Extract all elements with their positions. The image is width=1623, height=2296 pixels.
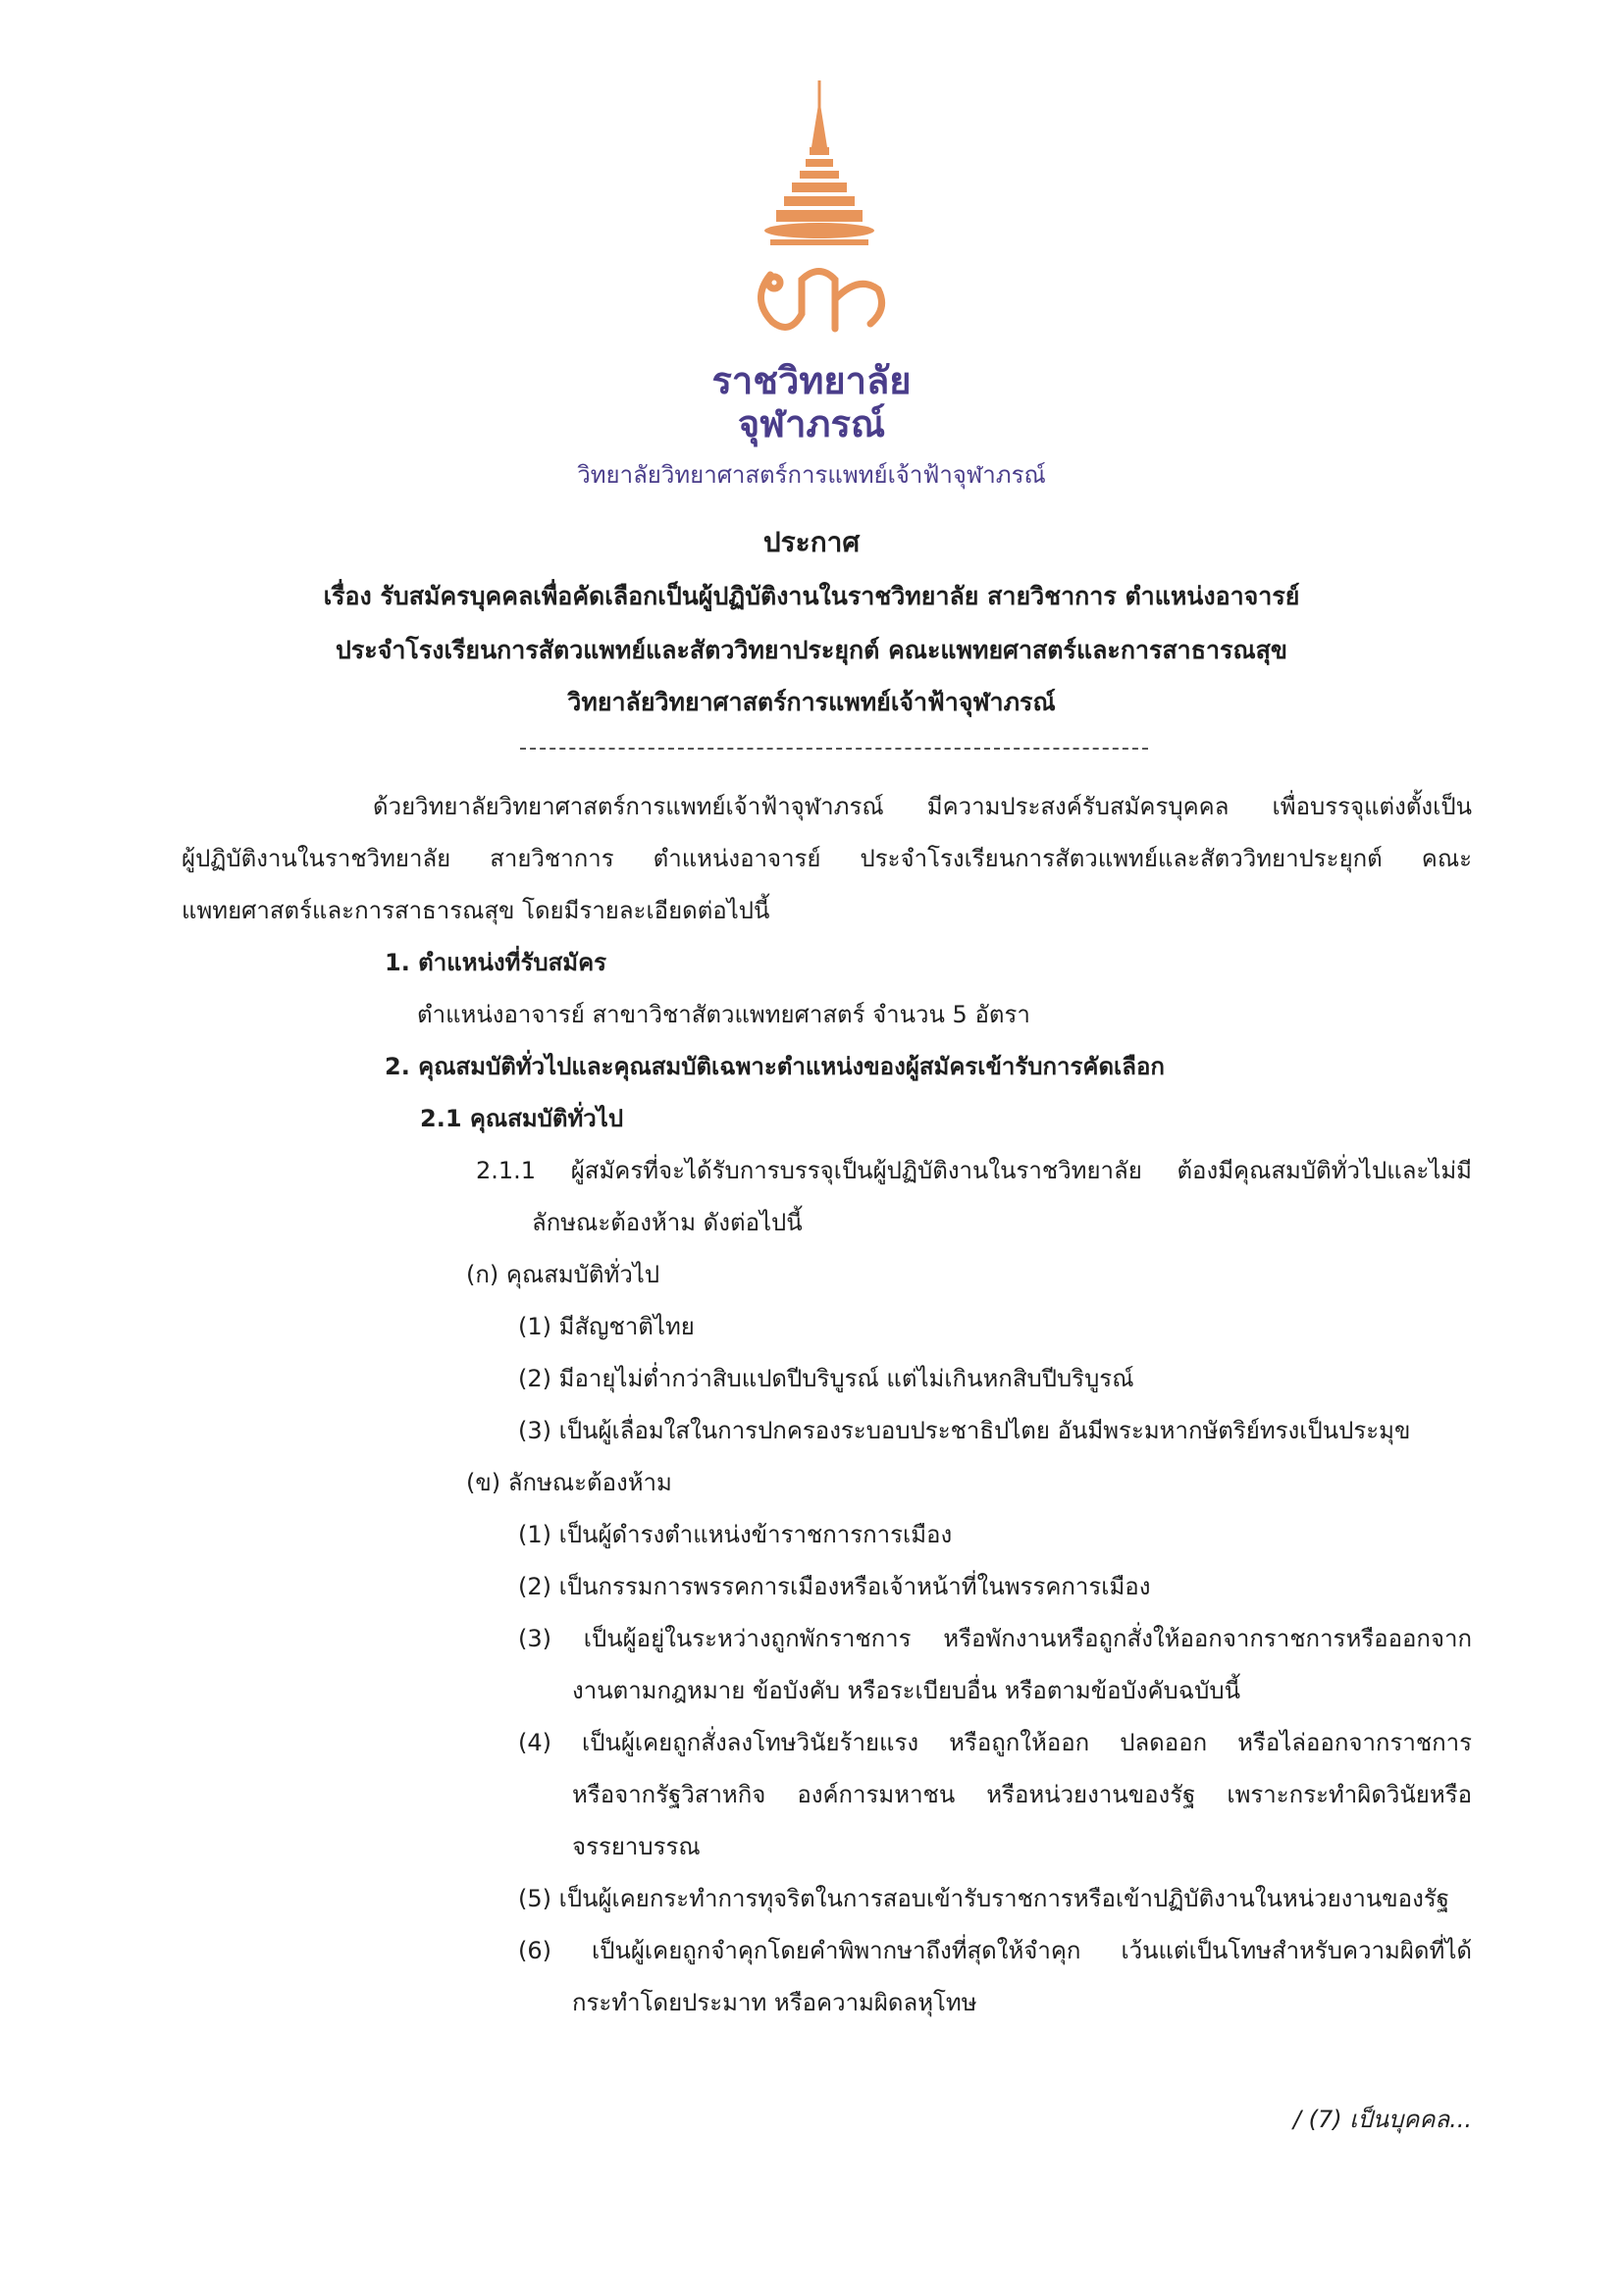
ka-item-1: (1) มีสัญชาติไทย (518, 1313, 695, 1340)
intro-line2: ผู้ปฏิบัติงานในราชวิทยาลัย สายวิชาการ ตำแหน่งอาจารย์ ประจำโรงเรียนการสัตวแพทย์และสัตววิทยาประยุกต์ คณะ (182, 845, 1472, 872)
kho-item-4-line3: จรรยาบรรณ (572, 1833, 701, 1860)
college-emblem-logo (741, 78, 898, 343)
page-continuation: / (7) เป็นบุคคล... (1292, 2106, 1472, 2133)
kho-item-3-line2: งานตามกฎหมาย ข้อบังคับ หรือระเบียบอื่น หรือตามข้อบังคับฉบับนี้ (572, 1677, 1241, 1704)
section211-line2: ลักษณะต้องห้าม ดังต่อไปนี้ (532, 1209, 803, 1236)
qualification-ka-heading: (ก) คุณสมบัติทั่วไป (466, 1261, 660, 1288)
dashed-divider (520, 748, 1148, 750)
prohibition-kho-heading: (ข) ลักษณะต้องห้าม (466, 1469, 672, 1496)
announcement-title: ประกาศ (762, 526, 861, 558)
intro-line3: แพทยศาสตร์และการสาธารณสุข โดยมีรายละเอียดต่อไปนี้ (182, 897, 770, 924)
kho-item-4-line2: หรือจากรัฐวิสาหกิจ องค์การมหาชน หรือหน่วยงานของรัฐ เพราะกระทำผิดวินัยหรือ (572, 1781, 1472, 1808)
announcement-subject-line2: ประจำโรงเรียนการสัตวแพทย์และสัตววิทยาประยุกต์ คณะแพทยศาสตร์และการสาธารณสุข (335, 636, 1287, 664)
announcement-subject-line1: เรื่อง รับสมัครบุคคลเพื่อคัดเลือกเป็นผู้ปฏิบัติงานในราชวิทยาลัย สายวิชาการ ตำแหน่งอาจารย์ (323, 582, 1300, 610)
section21-heading: 2.1 คุณสมบัติทั่วไป (420, 1105, 624, 1132)
kho-item-6-line2: กระทำโดยประมาท หรือความผิดลหุโทษ (572, 1989, 977, 2016)
kho-item-2: (2) เป็นกรรมการพรรคการเมืองหรือเจ้าหน้าที่ในพรรคการเมือง (518, 1573, 1151, 1600)
announcement-subject-line3: วิทยาลัยวิทยาศาสตร์การแพทย์เจ้าฟ้าจุฬาภรณ์ (567, 688, 1056, 716)
section1-heading: 1. ตำแหน่งที่รับสมัคร (385, 949, 607, 976)
ka-item-3: (3) เป็นผู้เลื่อมใสในการปกครองระบอบประชาธิปไตย อันมีพระมหากษัตริย์ทรงเป็นประมุข (518, 1417, 1411, 1444)
institution-subtitle: วิทยาลัยวิทยาศาสตร์การแพทย์เจ้าฟ้าจุฬาภรณ์ (577, 461, 1046, 489)
kho-item-5: (5) เป็นผู้เคยกระทำการทุจริตในการสอบเข้ารับราชการหรือเข้าปฏิบัติงานในหน่วยงานของรัฐ (518, 1885, 1449, 1912)
institution-name-line2: จุฬาภรณ์ (737, 402, 886, 445)
section2-heading: 2. คุณสมบัติทั่วไปและคุณสมบัติเฉพาะตำแหน่งของผู้สมัครเข้ารับการคัดเลือก (385, 1053, 1165, 1080)
section211-line1: 2.1.1 ผู้สมัครที่จะได้รับการบรรจุเป็นผู้ปฏิบัติงานในราชวิทยาลัย ต้องมีคุณสมบัติทั่วไปและไม่มี (476, 1157, 1472, 1184)
kho-item-6-line1: (6) เป็นผู้เคยถูกจำคุกโดยคำพิพากษาถึงที่สุดให้จำคุก เว้นแต่เป็นโทษสำหรับความผิดที่ได้ (518, 1937, 1472, 1964)
kho-item-3-line1: (3) เป็นผู้อยู่ในระหว่างถูกพักราชการ หรือพักงานหรือถูกสั่งให้ออกจากราชการหรือออกจาก (518, 1625, 1472, 1652)
institution-name-line1: ราชวิทยาลัย (711, 359, 912, 402)
section1-detail: ตำแหน่งอาจารย์ สาขาวิชาสัตวแพทยศาสตร์ จำนวน 5 อัตรา (417, 1001, 1030, 1028)
kho-item-1: (1) เป็นผู้ดำรงตำแหน่งข้าราชการการเมือง (518, 1521, 953, 1548)
kho-item-4-line1: (4) เป็นผู้เคยถูกสั่งลงโทษวินัยร้ายแรง หรือถูกให้ออก ปลดออก หรือไล่ออกจากราชการ (518, 1729, 1472, 1756)
intro-line1: ด้วยวิทยาลัยวิทยาศาสตร์การแพทย์เจ้าฟ้าจุฬาภรณ์ มีความประสงค์รับสมัครบุคคล เพื่อบรรจุแต่งตั้งเป็น (373, 793, 1472, 820)
ka-item-2: (2) มีอายุไม่ต่ำกว่าสิบแปดปีบริบูรณ์ แต่ไม่เกินหกสิบปีบริบูรณ์ (518, 1365, 1134, 1392)
